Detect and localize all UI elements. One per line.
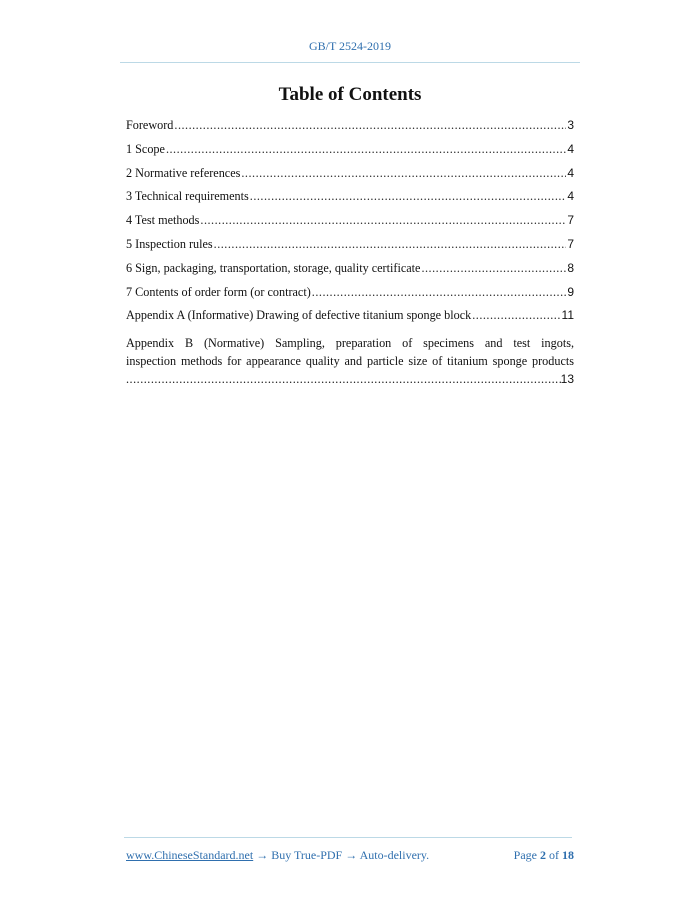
running-header [0, 39, 700, 54]
toc-entry-page: 3 [567, 118, 574, 132]
header-divider [120, 62, 580, 63]
toc-entry-page: 4 [567, 141, 574, 156]
toc-entry-page: 13 [560, 372, 574, 387]
toc-entry-label: 1 Scope [126, 141, 165, 156]
toc-entry-page: 8 [567, 260, 574, 275]
page-word: Page [513, 848, 537, 862]
toc-leader-dots [174, 118, 566, 133]
toc-list [126, 118, 574, 388]
toc-entry-label: 4 Test methods [126, 213, 200, 228]
document-code: GB/T 2524-2019 [308, 39, 392, 53]
toc-leader-dots [241, 166, 566, 181]
toc-leader-dots [214, 237, 567, 252]
toc-entry-label [126, 334, 574, 370]
toc-leader-dots [250, 189, 567, 204]
footer-buy-text: Buy True-PDF [271, 848, 343, 862]
toc-entry-label: 2 Normative references [126, 165, 241, 180]
arrow-right-icon: → [256, 848, 269, 862]
toc-entry-order-form[interactable] [126, 285, 574, 309]
toc-leader-dots [312, 285, 567, 300]
page-number [514, 848, 574, 863]
toc-entry-inspection-rules[interactable] [126, 237, 574, 261]
toc-entry-label: 6 Sign, packaging, transportation, storage, quality certificate [126, 260, 421, 275]
page-footer [126, 848, 574, 863]
toc-leader-dots [166, 142, 566, 157]
toc-entry-scope[interactable] [126, 142, 574, 166]
toc-entry-label-line-1: Appendix B (Normative) Sampling, preparation of specimens and test ingots, [126, 336, 574, 351]
toc-leader-dots [421, 261, 566, 276]
page-total: 18 [562, 848, 574, 862]
toc-entry-page: 9 [567, 284, 574, 299]
toc-entry-label: Foreword [126, 118, 174, 132]
toc-leader-dots [472, 308, 560, 323]
toc-entry-appendix-b[interactable] [126, 334, 574, 388]
toc-entry-normative-references[interactable] [126, 166, 574, 190]
arrow-right-icon: → [345, 848, 358, 862]
toc-entry-page: 4 [567, 165, 574, 180]
toc-entry-test-methods[interactable] [126, 213, 574, 237]
toc-entry-label: 7 Contents of order form (or contract) [126, 284, 311, 299]
toc-entry-label: Appendix A (Informative) Drawing of defective titanium sponge block [126, 308, 472, 323]
toc-leader-dots [200, 213, 566, 228]
footer-delivery-text: Auto-delivery. [359, 848, 430, 862]
toc-entry-label: 5 Inspection rules [126, 236, 213, 251]
toc-entry-page: 11 [561, 308, 574, 323]
site-link[interactable]: www.ChineseStandard.net [126, 848, 254, 862]
toc-entry-page: 4 [567, 189, 574, 204]
toc-entry-foreword[interactable] [126, 118, 574, 142]
footer-divider [124, 837, 572, 838]
of-word: of [549, 848, 559, 862]
toc-leader-dots [126, 370, 561, 388]
toc-entry-page: 7 [567, 236, 574, 251]
page-current: 2 [540, 848, 546, 862]
toc-title: Table of Contents [278, 84, 422, 105]
toc-entry-leader-row [126, 370, 574, 388]
toc-entry-technical-requirements[interactable] [126, 189, 574, 213]
toc-entry-label-line-2: inspection methods for appearance quality and particle size of titanium sponge products [126, 354, 574, 369]
toc-entry-page: 7 [567, 213, 574, 228]
footer-promo [126, 848, 429, 863]
toc-entry-appendix-a[interactable] [126, 308, 574, 332]
toc-entry-label: 3 Technical requirements [126, 189, 249, 204]
toc-entry-sign-packaging[interactable] [126, 261, 574, 285]
